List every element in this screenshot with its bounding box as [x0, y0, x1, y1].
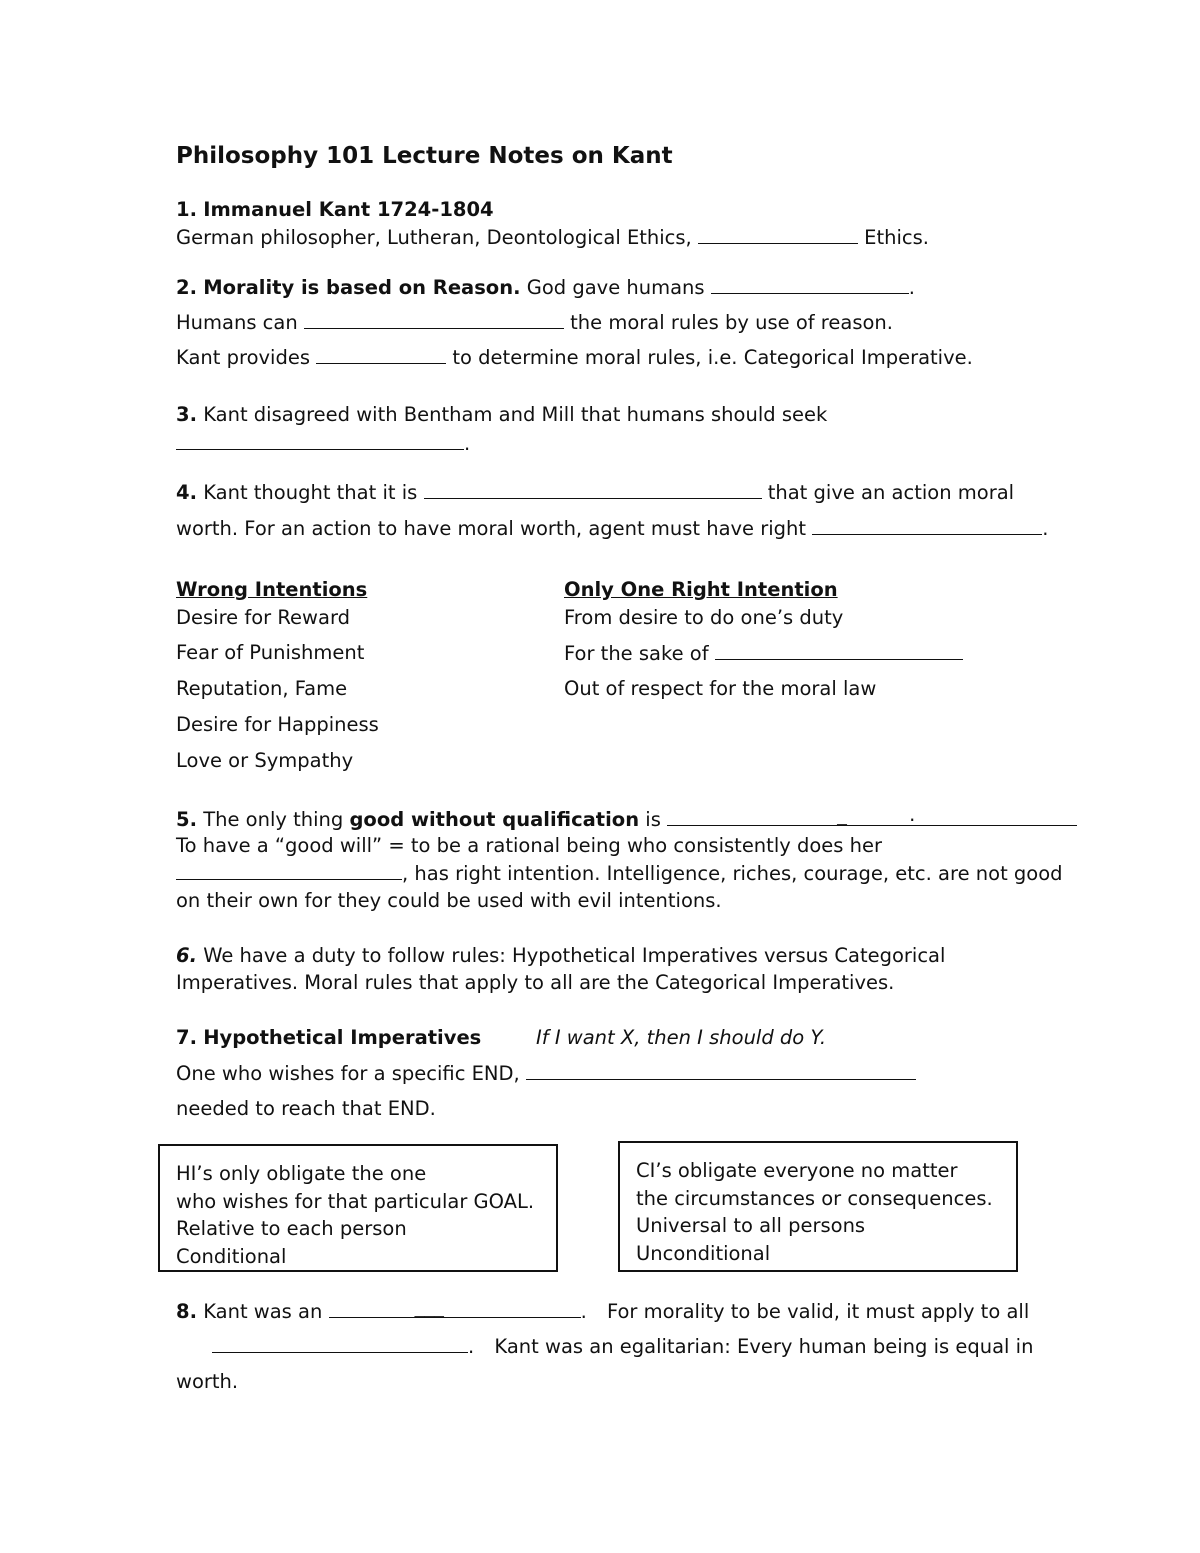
section-5-text-1c: is: [645, 808, 661, 831]
section-2-text-2: Humans can: [176, 311, 298, 334]
section-2-line-2: [176, 310, 893, 335]
underscore-mark: _: [837, 803, 847, 826]
wrong-intention-item: Desire for Happiness: [176, 713, 379, 736]
box-line: CI’s obligate everyone no matter: [636, 1159, 958, 1182]
section-3-line-2: [176, 431, 470, 456]
section-1-number: 1.: [176, 198, 197, 221]
section-3-text: Kant disagreed with Bentham and Mill that humans should seek: [203, 403, 828, 426]
right-intention-text: For the sake of: [564, 642, 709, 665]
page-title: Philosophy 101 Lecture Notes on Kant: [176, 143, 673, 169]
wrong-intention-item: Desire for Reward: [176, 606, 351, 629]
section-2-number: 2.: [176, 276, 197, 299]
section-2-text-2b: the moral rules by use of reason.: [570, 311, 893, 334]
section-5-line-2: To have a “good will” = to be a rational being who consistently does her: [176, 834, 883, 857]
section-4-text-1: Kant thought that it is: [203, 481, 418, 504]
section-5-line-1: [176, 803, 1077, 832]
right-intention-item: Out of respect for the moral law: [564, 677, 877, 700]
section-7-line-2: [176, 1061, 916, 1086]
period: .: [909, 803, 916, 826]
box-line: the circumstances or consequences.: [636, 1186, 993, 1210]
section-4-number: 4.: [176, 481, 197, 504]
section-3-number: 3.: [176, 403, 197, 426]
section-1-text-end: Ethics.: [864, 226, 929, 249]
hypothetical-imperatives-box: [158, 1144, 558, 1272]
box-line: Universal to all persons: [636, 1214, 866, 1237]
section-2-text-3b: to determine moral rules, i.e. Categorical Imperative.: [452, 346, 973, 369]
categorical-imperatives-box: [618, 1141, 1018, 1272]
blank-good-without-qualification[interactable]: [667, 803, 1077, 826]
section-1-heading: [176, 198, 494, 222]
section-5-text-3: , has right intention. Intelligence, riches, courage, etc. are not good: [402, 862, 1063, 885]
section-2-text-3: Kant provides: [176, 346, 310, 369]
section-7-line-1: [176, 1026, 481, 1050]
section-6-text-1: We have a duty to follow rules: Hypothetical Imperatives versus Categorical: [203, 944, 946, 967]
section-4-line-2: [176, 516, 1048, 541]
blank-humans-seek[interactable]: [176, 431, 464, 450]
period: .: [908, 276, 915, 299]
section-8-line-3: worth.: [176, 1370, 239, 1393]
section-2-line-1: [176, 275, 915, 300]
wrong-intention-item: Fear of Punishment: [176, 641, 365, 664]
section-1-line: [176, 225, 929, 250]
section-8-line-2: [212, 1334, 1033, 1359]
section-5-number: 5.: [176, 808, 197, 831]
section-7-example: If I want X, then I should do Y.: [536, 1026, 827, 1049]
section-6-line-1: [176, 944, 945, 968]
section-4-text-2: worth. For an action to have moral worth, agent must have right: [176, 517, 807, 540]
blank-apply-to-all[interactable]: [212, 1334, 468, 1353]
section-5-text-1: The only thing: [203, 808, 344, 831]
blank-does-her[interactable]: [176, 861, 402, 880]
blank-right-intention[interactable]: [812, 516, 1042, 535]
section-6-line-2: Imperatives. Moral rules that apply to all are the Categorical Imperatives.: [176, 971, 895, 994]
wrong-intentions-heading: Wrong Intentions: [176, 578, 368, 601]
blank-kant-provides[interactable]: [316, 345, 446, 364]
right-intention-item: From desire to do one’s duty: [564, 606, 844, 629]
section-3-line-1: [176, 403, 827, 427]
wrong-intention-item: Love or Sympathy: [176, 749, 354, 772]
section-4-text-1b: that give an action moral: [767, 481, 1015, 504]
blank-for-the-sake-of[interactable]: [715, 641, 963, 660]
section-8-line-1: [176, 1295, 1030, 1324]
section-4-line-1: [176, 480, 1014, 505]
blank-moral-worth[interactable]: [424, 480, 762, 499]
box-line: Conditional: [176, 1244, 287, 1268]
section-6-number: 6.: [176, 944, 197, 967]
section-8-text-1: Kant was an: [203, 1300, 323, 1323]
section-8-text-1d: For morality to be valid, it must apply to all: [606, 1300, 1030, 1323]
blank-humans-can[interactable]: [304, 310, 564, 329]
period: .: [580, 1300, 587, 1323]
blank-ethics-type[interactable]: [698, 225, 858, 244]
right-intention-heading: Only One Right Intention: [564, 578, 838, 601]
box-line: who wishes for that particular GOAL.: [176, 1189, 535, 1213]
blank-god-gave[interactable]: [711, 275, 909, 294]
section-2-text-1: God gave humans: [526, 276, 705, 299]
section-5-line-4: on their own for they could be used with evil intentions.: [176, 889, 722, 912]
period: .: [464, 432, 471, 455]
section-2-title: Morality is based on Reason.: [203, 276, 521, 299]
section-5-line-3: [176, 861, 1063, 886]
section-2-line-3: [176, 345, 973, 370]
right-intention-item: [564, 641, 963, 666]
period: .: [468, 1335, 475, 1358]
wrong-intention-item: Reputation, Fame: [176, 677, 348, 700]
blank-kant-was-an[interactable]: [329, 1295, 581, 1318]
section-1-text: German philosopher, Lutheran, Deontological Ethics,: [176, 226, 692, 249]
section-1-title: Immanuel Kant 1724-1804: [203, 198, 494, 221]
underscore-mark: ___: [414, 1295, 444, 1318]
section-8-text-2: Kant was an egalitarian: Every human being is equal in: [494, 1335, 1034, 1358]
section-7-line-3: needed to reach that END.: [176, 1097, 436, 1120]
period: .: [1042, 517, 1049, 540]
section-5-bold-phrase: good without qualification: [349, 808, 640, 831]
section-8-number: 8.: [176, 1300, 197, 1323]
section-7-title: Hypothetical Imperatives: [203, 1026, 482, 1049]
blank-specific-end[interactable]: [526, 1061, 916, 1080]
box-line: Relative to each person: [176, 1217, 407, 1240]
section-7-number: 7.: [176, 1026, 197, 1049]
section-7-text-2: One who wishes for a specific END,: [176, 1062, 520, 1085]
box-line: Unconditional: [636, 1241, 771, 1265]
box-line: HI’s only obligate the one: [176, 1162, 427, 1185]
